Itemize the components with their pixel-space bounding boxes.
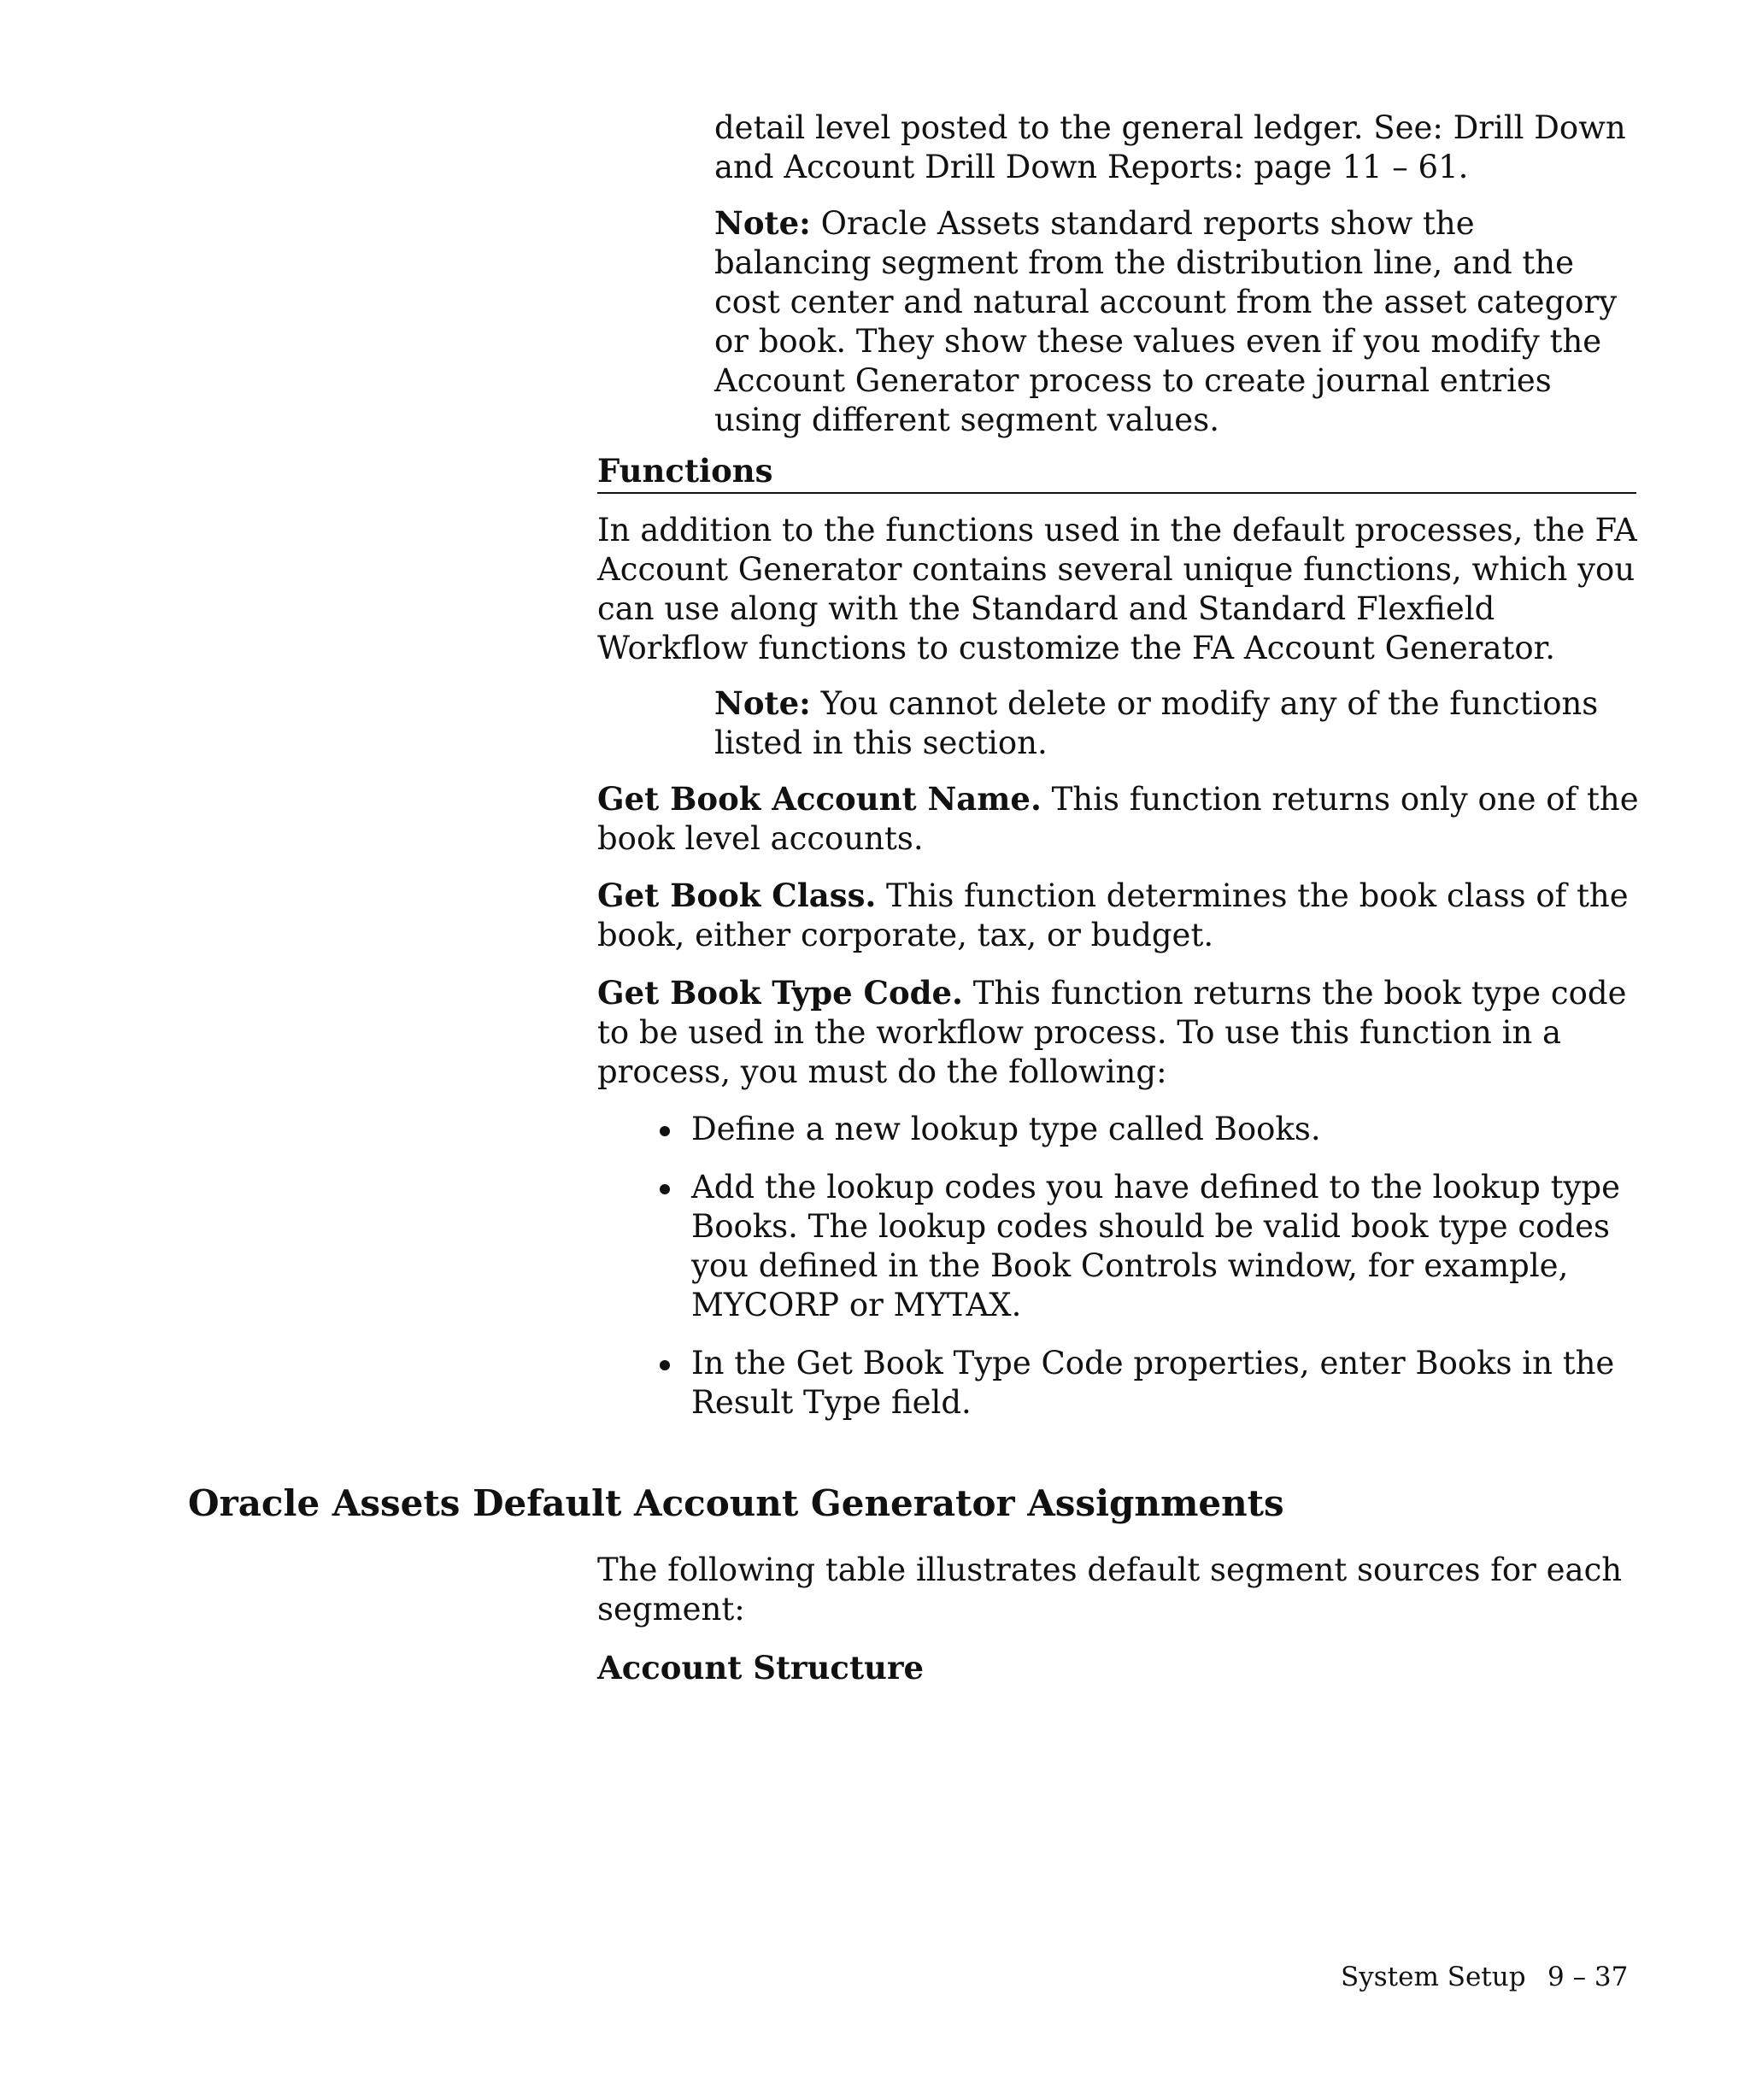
account-structure-heading: Account Structure [597, 1649, 924, 1686]
function-description: This function returns only one of the book level accounts. [597, 781, 1639, 857]
list-item-text: Add the lookup codes you have defined to the lookup type Books. The lookup codes should be valid book type codes you defined in the Book Controls window, for example, MYCORP or MYTAX. [691, 1169, 1620, 1323]
note-text: You cannot delete or modify any of the functions listed in this section. [714, 685, 1599, 761]
assignments-intro-text: The following table illustrates default segment sources for each segment: [597, 1552, 1623, 1628]
reports-note [714, 203, 1641, 440]
bullet-icon [660, 1360, 670, 1370]
functions-heading-text: Functions [597, 452, 773, 490]
functions-intro-text: In addition to the functions used in the default processes, the FA Account Generator contains several unique functions, which you can use along with the Standard and Standard Flexfield Workflow functions to customize the FA Account Generator. [597, 512, 1637, 666]
continuation-text: detail level posted to the general ledger. See: Drill Down and Account Drill Down Reports: page 11 – 61. [714, 109, 1626, 185]
function-description: This function returns the book type code to be used in the workflow process. To use this function in a process, you must do the following: [597, 975, 1627, 1090]
list-item-text: Define a new lookup type called Books. [691, 1111, 1321, 1147]
assignments-intro [597, 1551, 1641, 1629]
footer-section-title: System Setup [1341, 1962, 1526, 1992]
function-term: Get Book Account Name. [597, 780, 1042, 818]
function-term: Get Book Type Code. [597, 974, 963, 1012]
bullet-icon [660, 1184, 670, 1194]
function-description: This function determines the book class of the book, either corporate, tax, or budget. [597, 877, 1629, 953]
note-label: Note: [714, 204, 811, 242]
bullet-icon [660, 1126, 670, 1136]
functions-intro [597, 511, 1641, 668]
function-item [597, 973, 1641, 1092]
continuation-paragraph [714, 109, 1641, 187]
assignments-heading: Oracle Assets Default Account Generator Assignments [188, 1482, 1284, 1524]
list-item-text: In the Get Book Type Code properties, enter Books in the Result Type field. [691, 1345, 1615, 1421]
function-item [597, 876, 1641, 955]
footer-page-number: 9 – 37 [1547, 1962, 1629, 1992]
list-item [597, 1110, 1641, 1149]
functions-heading [597, 451, 1636, 494]
note-text: Oracle Assets standard reports show the balancing segment from the distribution line, and the cost center and natural account from the asset category or book. They show these values even if you modify the Account Generator process to create journal entries using different segment values. [714, 205, 1618, 438]
function-item [597, 779, 1641, 859]
note-label: Note: [714, 684, 811, 722]
list-item [597, 1168, 1641, 1325]
list-item [597, 1344, 1641, 1422]
function-term: Get Book Class. [597, 877, 877, 914]
book-type-steps-list [597, 1110, 1641, 1441]
functions-note [714, 683, 1641, 763]
